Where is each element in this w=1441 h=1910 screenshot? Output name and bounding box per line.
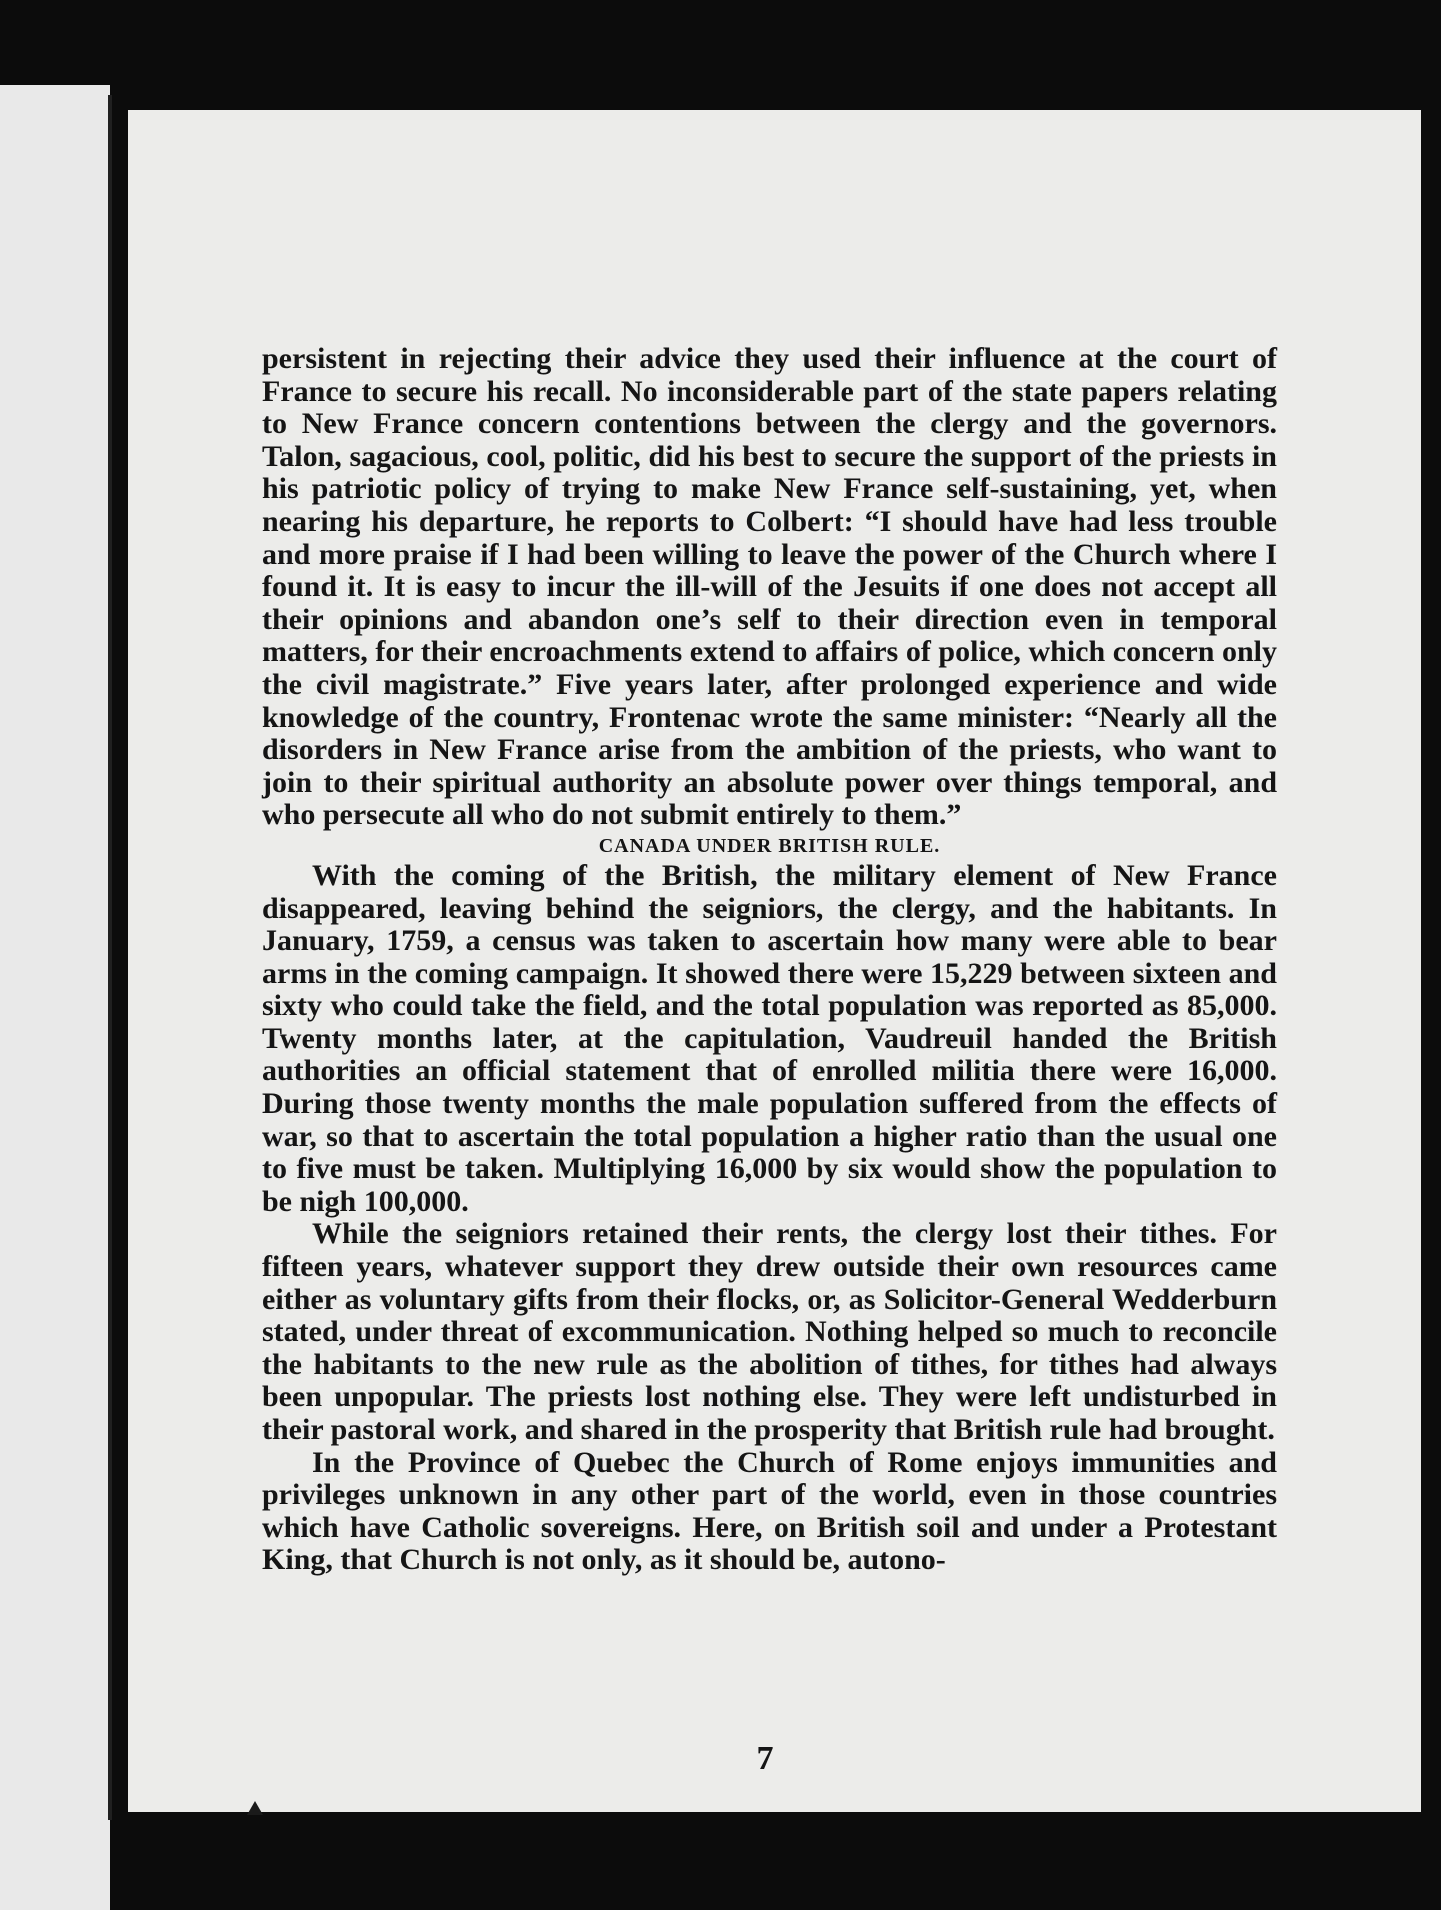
printer-mark-icon xyxy=(246,1800,264,1816)
page-number: 7 xyxy=(756,1740,774,1777)
left-page-edge xyxy=(0,85,110,1910)
section-heading: CANADA UNDER BRITISH RULE. xyxy=(598,834,941,857)
paragraph: persistent in rejecting their advice they used their influence at the court of France to secure his recall. No inconsiderable part of the state papers relating to New France concern contentions between the clergy and the governors. Talon, sagacious, cool, politic, did his best to secure the support of the priests in his patriotic policy of trying to make New France self-sustaining, yet, when nearing his departure, he reports to Colbert: “I should have had less trouble and more praise if I had been willing to leave the power of the Church where I found it. It is easy to incur the ill-will of the Jesuits if one does not accept all their opinions and abandon one’s self to their direction even in temporal matters, for their encroachments extend to affairs of police, which concern only the civil magistrate.” Five years later, after prolonged experience and wide knowledge of the country, Frontenac wrote the same minister: “Nearly all the disorders in New France arise from the ambition of the priests, who want to join to their spiritual authority an absolute power over things temporal, and who persecute all who do not submit entirely to them.” xyxy=(262,342,1277,832)
binding-line xyxy=(108,95,112,1820)
paragraph: With the coming of the British, the military element of New France disappeared, leaving behind the seigniors, the clergy, and the habitants. In January, 1759, a census was taken to ascertain how many were able to bear arms in the coming campaign. It showed there were 15,229 between sixteen and sixty who could take the field, and the total population was reported as 85,000. Twenty months later, at the capitulation, Vaudreuil handed the British authorities an official statement that of enrolled militia there were 16,000. During those twenty months the male population suffered from the effects of war, so that to ascertain the total population a higher ratio than the usual one to five must be taken. Multiplying 16,000 by six would show the population to be nigh 100,000. xyxy=(262,858,1277,1218)
paragraph: In the Province of Quebec the Church of Rome enjoys immunities and privileges unknown in any other part of the world, even in those countries which have Catholic sovereigns. Here, on British soil and under a Protestant King, that Church is not only, as it should be, autono- xyxy=(262,1445,1277,1577)
body-text xyxy=(262,343,1277,1577)
paragraph: While the seigniors retained their rents, the clergy lost their tithes. For fifteen years, whatever support they drew outside their own resources came either as voluntary gifts from their flocks, or, as Solicitor-General Wedderburn stated, under threat of excommunication. Nothing helped so much to reconcile the habitants to the new rule as the abolition of tithes, for tithes had always been unpopular. The priests lost nothing else. They were left undisturbed in their pastoral work, and shared in the prosperity that British rule had brought. xyxy=(262,1217,1277,1446)
